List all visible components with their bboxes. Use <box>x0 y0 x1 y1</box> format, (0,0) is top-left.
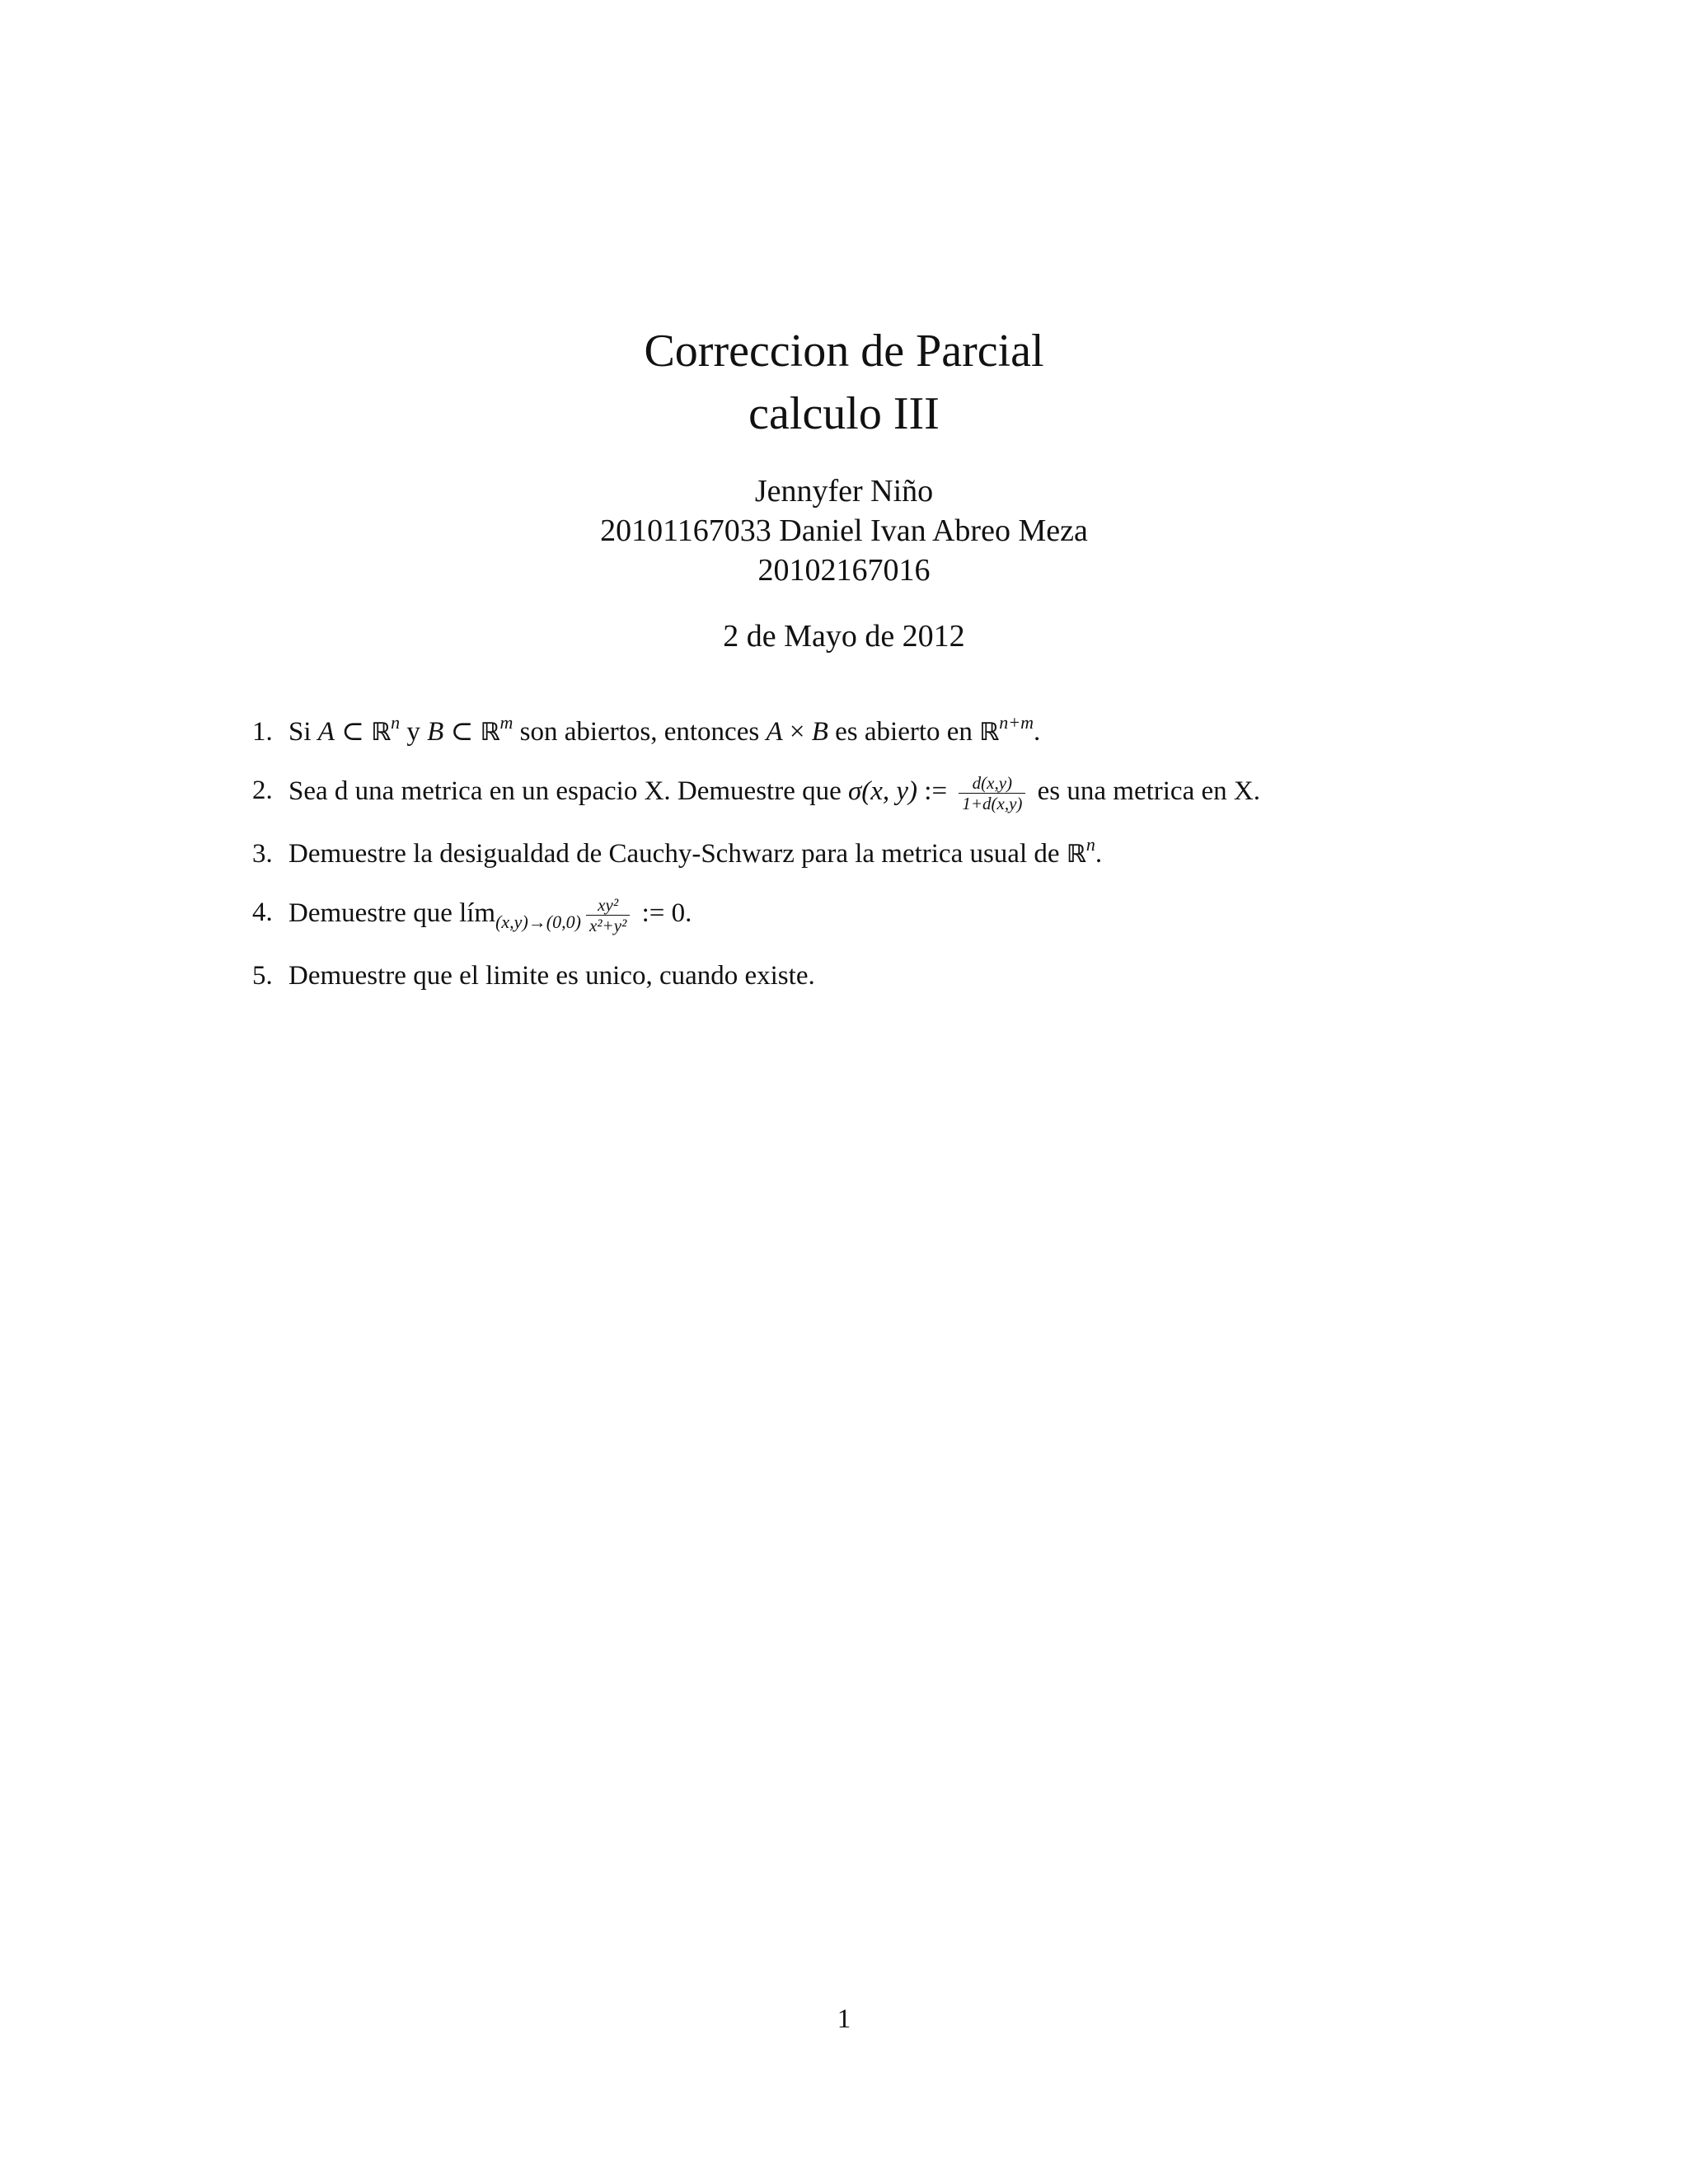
problem-text: Si A ⊂ ℝ$^n$ y B ⊂ ℝ$^m$ son abiertos, entonces A × B es abierto en ℝ$^{n+m}$. <box>288 712 1041 747</box>
problem-text: Demuestre que el limite es unico, cuando existe. <box>288 961 815 991</box>
fraction: $\frac{\text{xy²}}{\text{x²+y²}}$ <box>586 896 630 935</box>
problem-number: 3. <box>252 839 273 869</box>
problem-item <box>252 896 1439 935</box>
document-subtitle: calculo III <box>748 388 940 439</box>
problem-text: Demuestre que lím$_{(x,y)\to(0,0)}$ $\frac{\text{xy²}}{\text{x²+y²}}$ := 0. <box>288 895 692 935</box>
problem-number: 5. <box>252 961 273 991</box>
problem-item <box>252 712 1439 749</box>
problem-number: 1. <box>252 717 273 747</box>
problem-text: Demuestre la desigualdad de Cauchy-Schwarz para la metrica usual de ℝ$^n$. <box>288 834 1103 869</box>
title-block <box>0 320 1688 445</box>
document-title: Correccion de Parcial <box>644 326 1044 377</box>
author-line: 20102167016 <box>757 553 931 588</box>
problem-text: Sea d una metrica en un espacio X. Demuestre que σ(x, y) := $\frac{d(x,y)}{1+d(x,y)}$ es una metrica en X. <box>288 773 1260 813</box>
author-line: Jennyfer Niño <box>754 474 934 509</box>
page-number: 1 <box>837 2004 851 2034</box>
document-date: 2 de Mayo de 2012 <box>723 619 965 654</box>
problem-item <box>252 774 1439 813</box>
problem-number: 4. <box>252 898 273 927</box>
fraction: $\frac{d(x,y)}{1+d(x,y)}$ <box>959 774 1025 813</box>
problem-number: 2. <box>252 776 273 805</box>
problem-item <box>252 959 1439 992</box>
author-line: 20101167033 Daniel Ivan Abreo Meza <box>600 513 1088 548</box>
problem-list <box>252 712 1439 1017</box>
authors-block <box>0 471 1688 590</box>
problem-item <box>252 834 1439 871</box>
